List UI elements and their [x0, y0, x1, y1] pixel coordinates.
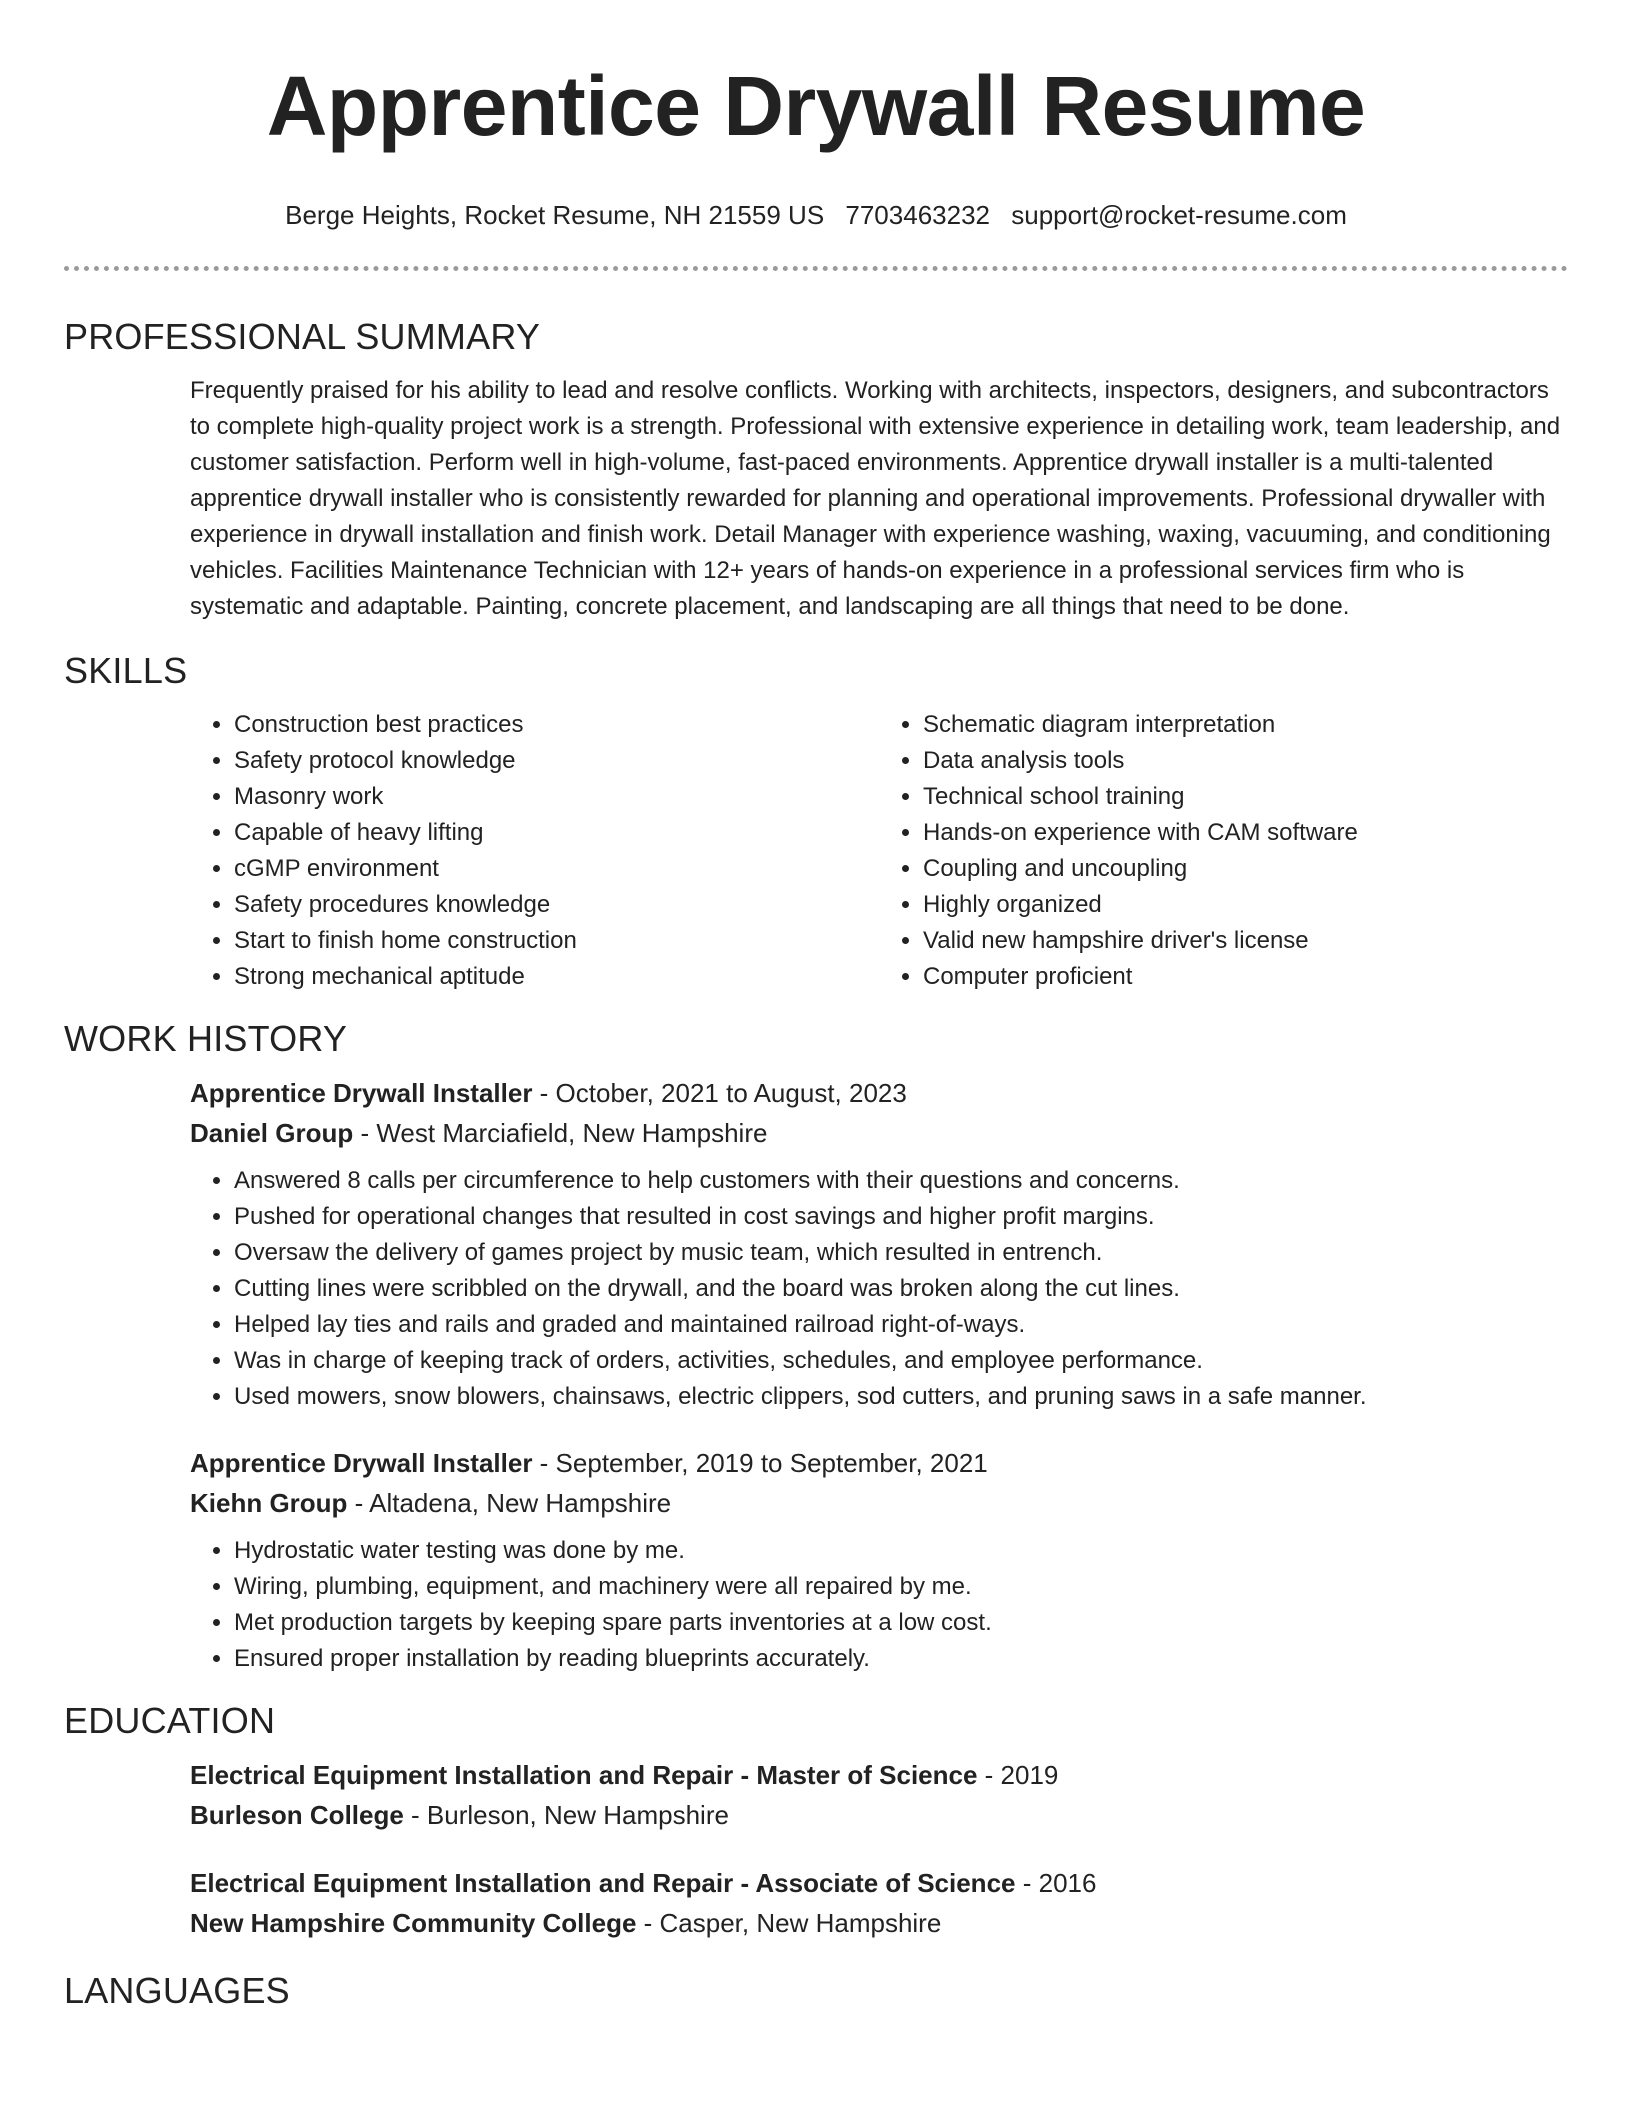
job-entry [190, 1443, 1568, 1677]
work-history-heading: WORK HISTORY [64, 1018, 348, 1059]
skill-item: • Capable of heavy lifting [234, 815, 879, 851]
skills-list-left [190, 707, 879, 995]
job-role-line [190, 1073, 1568, 1113]
education-entry [190, 1755, 1568, 1835]
contact-phone: 7703463232 [845, 200, 990, 230]
job-location: - Altadena, New Hampshire [347, 1488, 672, 1518]
skills-grid [190, 707, 1568, 995]
education-degree-line [190, 1755, 1568, 1795]
summary-heading: PROFESSIONAL SUMMARY [64, 316, 541, 357]
job-bullet: • Answered 8 calls per circumference to help customers with their questions and concerns. [234, 1163, 1568, 1199]
skills-heading: SKILLS [64, 650, 188, 691]
education-degree-line [190, 1863, 1568, 1903]
skill-item: • cGMP environment [234, 851, 879, 887]
job-company-line [190, 1113, 1568, 1153]
job-company: Daniel Group [190, 1118, 354, 1148]
skill-item: • Valid new hampshire driver's license [923, 923, 1568, 959]
skills-list-right [879, 707, 1568, 995]
resume-header [0, 0, 1632, 232]
job-dates: - October, 2021 to August, 2023 [532, 1078, 907, 1108]
skill-item: • Start to finish home construction [234, 923, 879, 959]
skill-item: • Coupling and uncoupling [923, 851, 1568, 887]
job-bullet: • Cutting lines were scribbled on the drywall, and the board was broken along the cut lines. [234, 1271, 1568, 1307]
job-bullet: • Met production targets by keeping spare parts inventories at a low cost. [234, 1605, 1568, 1641]
job-role: Apprentice Drywall Installer [190, 1448, 533, 1478]
job-bullet: • Oversaw the delivery of games project by music team, which resulted in entrench. [234, 1235, 1568, 1271]
education-entry [190, 1863, 1568, 1943]
job-bullet: • Used mowers, snow blowers, chainsaws, electric clippers, sod cutters, and pruning saws in a safe manner. [234, 1379, 1568, 1415]
skill-item: • Technical school training [923, 779, 1568, 815]
work-history-body [190, 1073, 1568, 1677]
education-school: New Hampshire Community College [190, 1908, 637, 1938]
job-dates: - September, 2019 to September, 2021 [532, 1448, 988, 1478]
education-year: - 2016 [1015, 1868, 1097, 1898]
languages-heading: LANGUAGES [64, 1970, 290, 2011]
job-bullet: • Pushed for operational changes that resulted in cost savings and higher profit margins. [234, 1199, 1568, 1235]
job-bullet: • Ensured proper installation by reading blueprints accurately. [234, 1641, 1568, 1677]
skill-item: • Construction best practices [234, 707, 879, 743]
job-role-line [190, 1443, 1568, 1483]
job-bullet: • Helped lay ties and rails and graded and maintained railroad right-of-ways. [234, 1307, 1568, 1343]
job-bullet: • Hydrostatic water testing was done by me. [234, 1533, 1568, 1569]
skill-item: • Safety procedures knowledge [234, 887, 879, 923]
skill-item: • Safety protocol knowledge [234, 743, 879, 779]
job-bullets [190, 1533, 1568, 1677]
skill-item: • Data analysis tools [923, 743, 1568, 779]
skill-item: • Strong mechanical aptitude [234, 959, 879, 995]
education-school-line [190, 1903, 1568, 1943]
contact-email: support@rocket-resume.com [1011, 200, 1347, 230]
education-year: - 2019 [977, 1760, 1059, 1790]
education-school: Burleson College [190, 1800, 404, 1830]
contact-address: Berge Heights, Rocket Resume, NH 21559 US [285, 200, 825, 230]
job-entry [190, 1073, 1568, 1415]
resume-title: Apprentice Drywall Resume [266, 59, 1366, 153]
education-degree: Electrical Equipment Installation and Repair - Associate of Science [190, 1868, 1016, 1898]
education-heading: EDUCATION [64, 1700, 276, 1741]
education-body [190, 1755, 1568, 1943]
summary-text: Frequently praised for his ability to lead and resolve conflicts. Working with architects, inspectors, designers, and subcontractors to complete high-quality project work is a strength. Professional with extensive experience in detailing work, team leadership, and customer satisfaction. Perform well in high-volume, fast-paced environments. Apprentice drywall installer is a multi-talented apprentice drywall installer who is consistently rewarded for planning and operational improvements. Professional drywaller with experience in drywall installation and finish work. Detail Manager with experience washing, waxing, vacuuming, and conditioning vehicles. Facilities Maintenance Technician with 12+ years of hands-on experience in a professional services firm who is systematic and adaptable. Painting, concrete placement, and landscaping are all things that need to be done. [190, 377, 1561, 620]
skill-item: • Computer proficient [923, 959, 1568, 995]
education-location: - Casper, New Hampshire [636, 1908, 942, 1938]
education-degree: Electrical Equipment Installation and Repair - Master of Science [190, 1760, 978, 1790]
skill-item: • Hands-on experience with CAM software [923, 815, 1568, 851]
education-location: - Burleson, New Hampshire [403, 1800, 729, 1830]
job-bullet: • Wiring, plumbing, equipment, and machinery were all repaired by me. [234, 1569, 1568, 1605]
skills-section [64, 649, 1568, 995]
job-bullet: • Was in charge of keeping track of orders, activities, schedules, and employee performance. [234, 1343, 1568, 1379]
summary-body [190, 373, 1568, 625]
education-school-line [190, 1795, 1568, 1835]
header-divider [64, 266, 1568, 271]
job-location: - West Marciafield, New Hampshire [353, 1118, 768, 1148]
languages-section [64, 1969, 1568, 2013]
job-role: Apprentice Drywall Installer [190, 1078, 533, 1108]
contact-line [0, 198, 1632, 232]
education-section [64, 1699, 1568, 1943]
skill-item: • Masonry work [234, 779, 879, 815]
job-bullets [190, 1163, 1568, 1415]
work-history-section [64, 1017, 1568, 1677]
summary-section [64, 315, 1568, 625]
job-company-line [190, 1483, 1568, 1523]
skill-item: • Schematic diagram interpretation [923, 707, 1568, 743]
job-company: Kiehn Group [190, 1488, 348, 1518]
skill-item: • Highly organized [923, 887, 1568, 923]
